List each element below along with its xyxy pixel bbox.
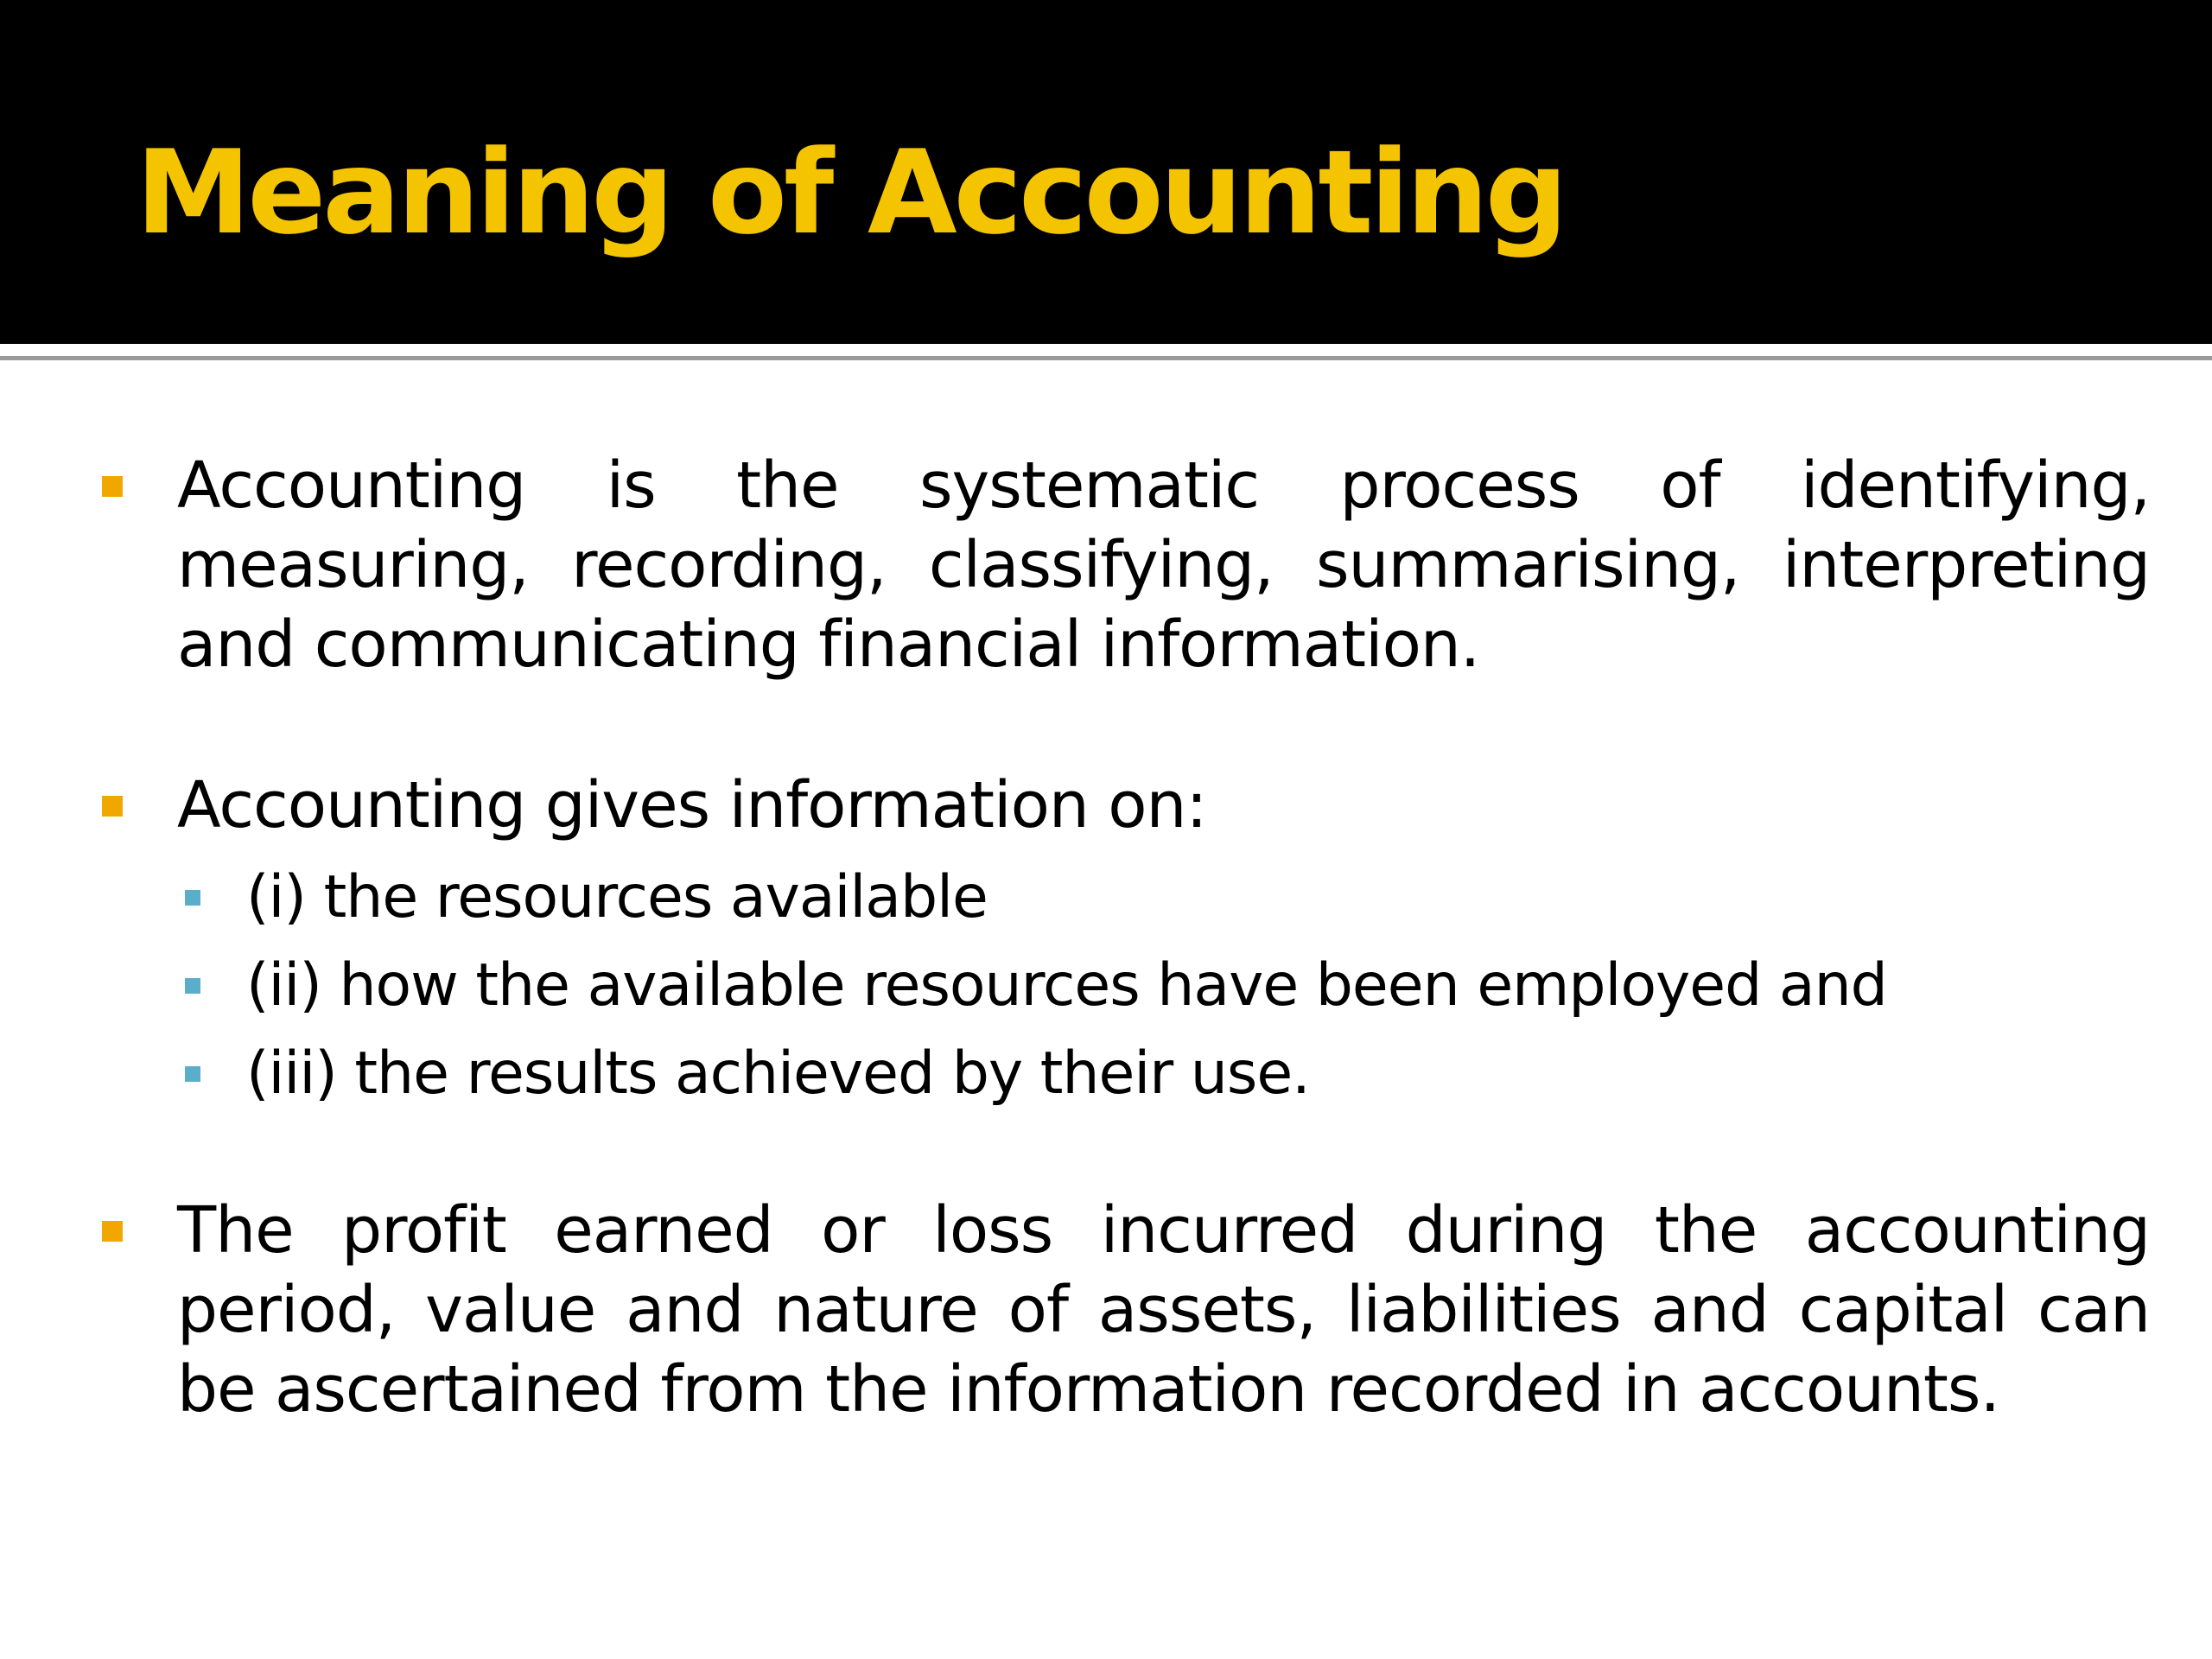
square-bullet-icon	[102, 476, 123, 497]
square-sub-bullet-icon	[185, 1066, 200, 1082]
title-divider-line	[0, 356, 2212, 360]
sub-bullet-results: (iii) the results achieved by their use.	[246, 1039, 1310, 1108]
sub-bullet-employment: (ii) how the available resources have been employed and	[246, 951, 1887, 1020]
bullet-information-intro: Accounting gives information on:	[177, 768, 1207, 842]
square-bullet-icon	[102, 1221, 123, 1242]
sub-bullet-resources: (i) the resources available	[246, 863, 988, 931]
square-sub-bullet-icon	[185, 890, 200, 906]
square-sub-bullet-icon	[185, 978, 200, 994]
bullet-definition: Accounting is the systematic process of identifying, measuring, recording, classifying, summarising, interpreting and communicating financial information.	[177, 448, 2150, 682]
slide-title: Meaning of Accounting	[136, 125, 1565, 260]
bullet-profit-loss: The profit earned or loss incurred during the accounting period, value and nature of assets, liabilities and capital can be ascertained from the information recorded in accounts.	[177, 1193, 2150, 1427]
square-bullet-icon	[102, 796, 123, 817]
